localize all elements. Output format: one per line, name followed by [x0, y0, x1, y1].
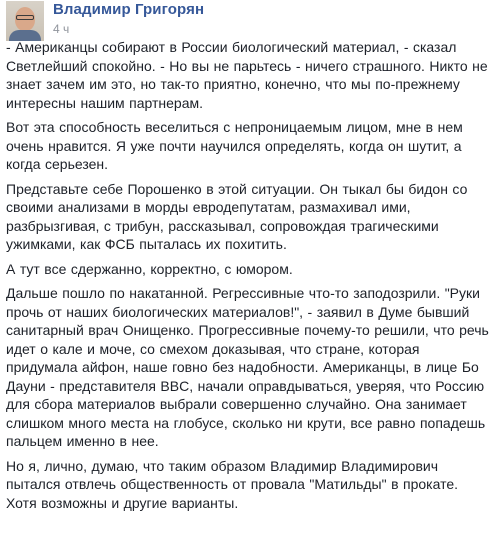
- post-paragraph: Но я, лично, думаю, что таким образом Владимир Владимирович пытался отвлечь общественность от провала "Матильды" в прокате. Хотя возможны и другие варианты.: [6, 457, 458, 511]
- post-header: [0, 0, 499, 40]
- post-paragraph: А тут все сдержанно, корректно, с юмором.: [6, 260, 293, 277]
- post-paragraph: - Американцы собирают в России биологический материал, - сказал Светлейший спокойно. - Но вы не парьтесь - ничего страшного. Никто не знает зачем им это, но так-то приятно, конечно, что мы по-прежнему интересны нашим партнерам.: [6, 39, 488, 111]
- avatar[interactable]: [6, 1, 44, 41]
- post-body: [6, 38, 492, 518]
- post-paragraph: Представьте себе Порошенко в этой ситуации. Он тыкал бы бидон со своими анализами в морды евродепутатам, размахивал ими, разбрызгивая, с трибун, рассказывал, сопровождая трагическими ужимками, как ФСБ пыталась их похитить.: [6, 180, 468, 252]
- post-paragraph: Дальше пошло по накатанной. Регрессивные что-то заподозрили. "Руки прочь от наших биологических материалов!", - заявил в Думе бывший санитарный врач Онищенко. Прогрессивные почему-то решили, что речь идет о кале и моче, со смехом доказывая, что стране, которая придумала айфон, наше говно без надобности. Американцы, в лице Бо Дауни - представителя BBC, начали оправдываться, уверяя, что Россию для сбора материалов выбрали совершенно случайно. Она занимает слишком много места на глобусе, сколько ни крути, все равно попадешь пальцем именно в нее.: [6, 285, 489, 449]
- author-name[interactable]: Владимир Григорян: [53, 1, 205, 18]
- avatar-glasses: [16, 15, 34, 20]
- post-paragraph: Вот эта способность веселиться с непроницаемым лицом, мне в нем очень нравится. Я уже почти научился определять, когда он шутит, а когда серьезен.: [6, 119, 463, 172]
- post-timestamp[interactable]: 4 ч: [53, 22, 70, 36]
